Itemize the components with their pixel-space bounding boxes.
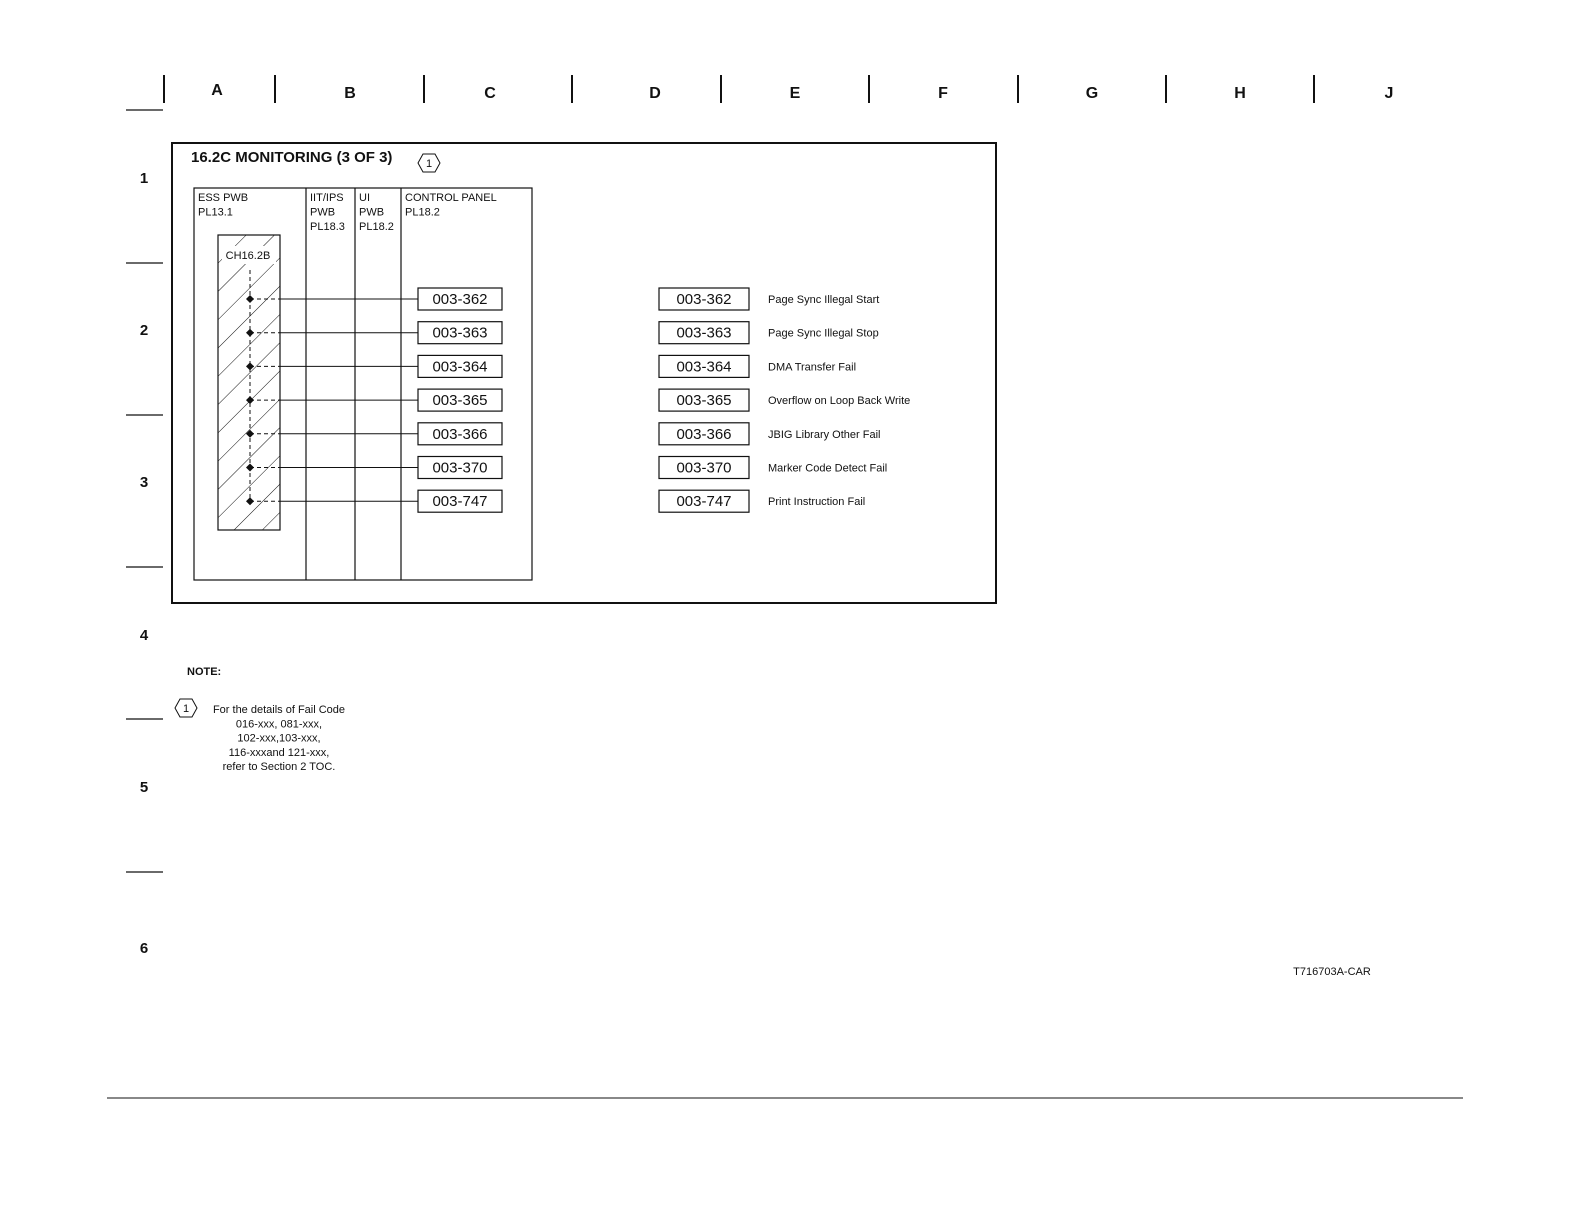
column-label-f: F [938, 85, 948, 102]
code-box-label: 003-363 [432, 324, 488, 342]
legend-description: Print Instruction Fail [768, 496, 866, 509]
column-label-a: A [211, 82, 223, 99]
code-box-label: 003-370 [432, 459, 488, 477]
legend-description: JBIG Library Other Fail [768, 428, 881, 441]
row-label-3: 3 [139, 474, 149, 491]
note-heading: NOTE: [187, 666, 222, 678]
control-panel-codes [418, 288, 502, 512]
column-label-d: D [649, 85, 661, 102]
column-label-b: B [344, 85, 356, 102]
board-label-line: PWB [310, 206, 336, 219]
legend-code: 003-366 [676, 425, 732, 443]
row-label-4: 4 [139, 627, 149, 644]
column-label-g: G [1085, 85, 1099, 102]
diagram-title: 16.2C MONITORING (3 OF 3) [191, 149, 393, 166]
legend-code: 003-747 [676, 493, 732, 511]
code-box-label: 003-747 [432, 493, 488, 511]
legend-description: Page Sync Illegal Start [768, 294, 880, 306]
legend-description: Page Sync Illegal Stop [768, 327, 879, 340]
code-box-label: 003-364 [432, 358, 488, 376]
legend-code: 003-364 [676, 358, 732, 376]
note-number: 1 [182, 703, 190, 715]
row-label-6: 6 [139, 940, 149, 957]
column-label-e: E [789, 85, 801, 102]
board-label-line: PL18.2 [405, 206, 440, 219]
connector-ref-label: CH16.2B [225, 250, 271, 262]
diagram-frame [172, 143, 996, 603]
note-line: 016-xxx, 081-xxx, [235, 718, 323, 731]
ess-connector-block [218, 235, 280, 530]
title-note-number: 1 [425, 158, 433, 170]
legend-code: 003-362 [676, 291, 732, 308]
board-label-line: UI [359, 192, 370, 204]
note-block [175, 666, 345, 773]
title-note-marker [418, 154, 440, 172]
legend-description: Overflow on Loop Back Write [768, 395, 911, 408]
board-label-line: IIT/IPS [310, 192, 344, 204]
board-label-line: PWB [359, 206, 385, 219]
row-zone-markers [126, 170, 163, 957]
note-text [213, 704, 345, 773]
board-label-line: ESS PWB [198, 192, 249, 204]
board-label-line: PL13.1 [198, 206, 233, 219]
note-line: 116-xxxand 121-xxx, [228, 746, 330, 759]
code-box-label: 003-366 [432, 425, 488, 443]
row-label-2: 2 [139, 322, 149, 339]
drawing-id: T716703A-CAR [1293, 966, 1371, 978]
legend-description: Marker Code Detect Fail [768, 462, 888, 475]
board-label-line: PL18.3 [310, 221, 345, 233]
board-labels [198, 192, 497, 233]
legend-description: DMA Transfer Fail [768, 361, 857, 374]
column-label-c: C [484, 85, 496, 102]
note-line: refer to Section 2 TOC. [222, 761, 336, 774]
fail-code-legend [659, 288, 910, 512]
row-label-5: 5 [139, 779, 149, 796]
note-line: 102-xxx,103-xxx, [237, 732, 321, 745]
code-box-label: 003-365 [432, 392, 488, 410]
column-zone-markers [126, 75, 1393, 110]
code-box-label: 003-362 [432, 291, 488, 308]
note-line: For the details of Fail Code [212, 704, 346, 716]
column-label-h: H [1234, 85, 1246, 102]
legend-code: 003-365 [676, 392, 732, 410]
legend-code: 003-363 [676, 324, 732, 342]
column-label-j: J [1384, 85, 1394, 102]
board-label-line: PL18.2 [359, 221, 394, 233]
board-label-line: CONTROL PANEL [405, 192, 497, 204]
legend-code: 003-370 [676, 459, 732, 477]
row-label-1: 1 [139, 170, 149, 187]
